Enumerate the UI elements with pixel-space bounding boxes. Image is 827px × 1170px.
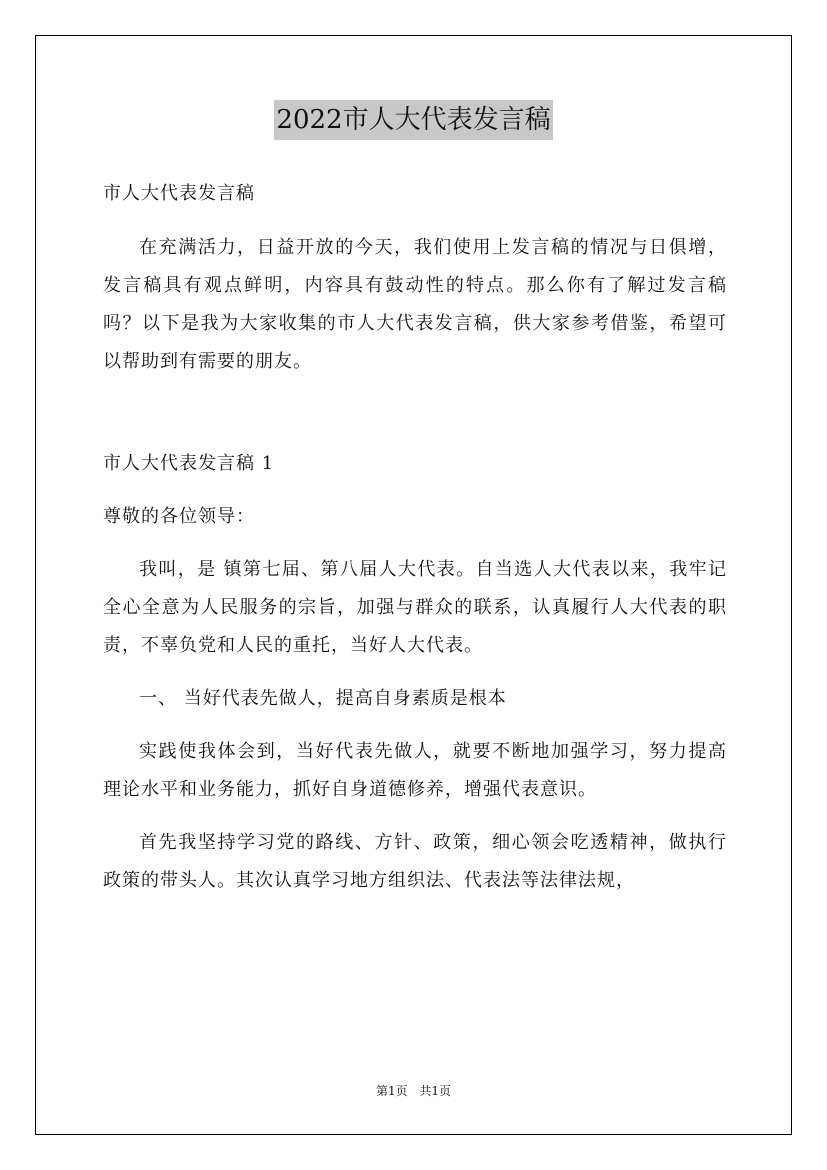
intro-paragraph: 在充满活力，日益开放的今天，我们使用上发言稿的情况与日俱增，发言稿具有观点鲜明，内容具有鼓动性的特点。那么你有了解过发言稿吗？以下是我为大家收集的市人大代表发言稿，供大家参考借鉴，希望可以帮助到有需要的朋友。 (103, 237, 727, 372)
page-footer (0, 1082, 827, 1099)
document-title: 2022市人大代表发言稿 (274, 100, 552, 140)
body-paragraph: 我叫，是 镇第七届、第八届人大代表。自当选人大代表以来，我牢记全心全意为人民服务的宗旨，加强与群众的联系，认真履行人大代表的职责，不辜负党和人民的重托，当好人大代表。 (103, 559, 727, 656)
document-body (103, 175, 727, 900)
page-number-total: 共1页 (419, 1084, 452, 1098)
body-paragraph: 实践使我体会到，当好代表先做人，就要不断地加强学习，努力提高理论水平和业务能力，抓好自身道德修养，增强代表意识。 (103, 741, 727, 800)
page-number-current: 第1页 (375, 1084, 408, 1098)
title-container (0, 100, 827, 140)
body-paragraph: 首先我坚持学习党的路线、方针、政策，细心领会吃透精神，做执行政策的带头人。其次认真学习地方组织法、代表法等法律法规， (103, 832, 727, 891)
subtitle: 市人大代表发言稿 (103, 183, 255, 204)
subheading-paragraph: 一、 当好代表先做人，提高自身素质是根本 (139, 688, 507, 709)
salutation: 尊敬的各位领导： (103, 506, 255, 527)
section-heading: 市人大代表发言稿 1 (103, 453, 275, 474)
